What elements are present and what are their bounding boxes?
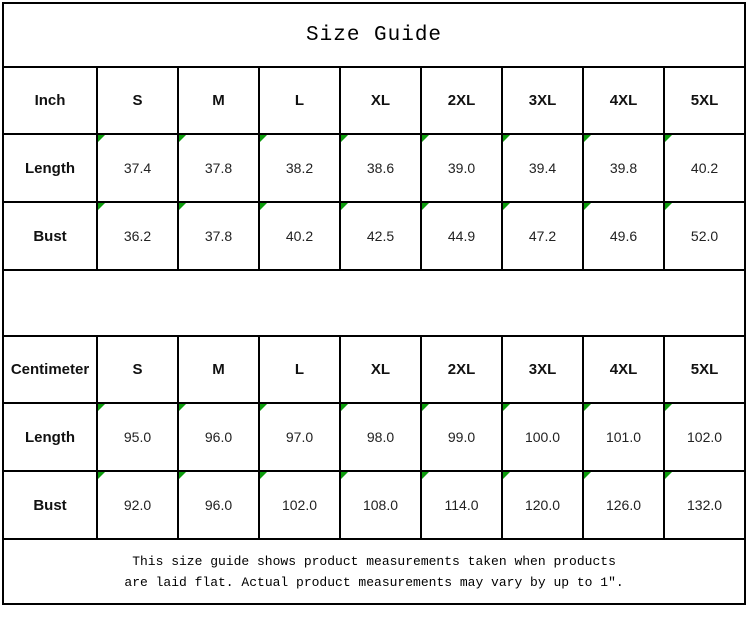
measure-value: 39.4 — [528, 160, 557, 176]
measure-value: 39.8 — [609, 160, 638, 176]
measure-value-cell — [664, 471, 745, 539]
size-col-header-l: L — [259, 336, 340, 403]
text-flag-triangle-icon — [341, 404, 348, 411]
cm-length-row — [3, 403, 745, 471]
measure-value-cell — [502, 202, 583, 270]
measure-value-cell — [340, 471, 421, 539]
title-row — [3, 3, 745, 67]
measure-value-cell — [664, 403, 745, 471]
size-col-header-s: S — [97, 67, 178, 134]
size-col-header-s: S — [97, 336, 178, 403]
text-flag-triangle-icon — [341, 472, 348, 479]
measure-value: 95.0 — [123, 429, 152, 445]
measure-value: 47.2 — [528, 228, 557, 244]
text-flag-triangle-icon — [503, 404, 510, 411]
size-col-header-xl: XL — [340, 336, 421, 403]
size-col-header-5xl: 5XL — [664, 67, 745, 134]
row-label-length: Length — [3, 403, 97, 471]
text-flag-triangle-icon — [179, 203, 186, 210]
measure-value: 42.5 — [366, 228, 395, 244]
measure-value-cell — [502, 134, 583, 202]
measure-value-cell — [583, 134, 664, 202]
footer-row — [3, 539, 745, 604]
measure-value-cell — [421, 134, 502, 202]
size-guide-table — [2, 2, 746, 605]
text-flag-triangle-icon — [98, 203, 105, 210]
measure-value-cell — [340, 403, 421, 471]
row-label-bust: Bust — [3, 471, 97, 539]
text-flag-triangle-icon — [422, 404, 429, 411]
text-flag-triangle-icon — [422, 472, 429, 479]
measure-value: 52.0 — [690, 228, 719, 244]
measure-value: 98.0 — [366, 429, 395, 445]
text-flag-triangle-icon — [98, 135, 105, 142]
measure-value-cell — [97, 471, 178, 539]
text-flag-triangle-icon — [665, 404, 672, 411]
measure-value-cell — [259, 134, 340, 202]
size-col-header-m: M — [178, 67, 259, 134]
measure-value-cell — [178, 202, 259, 270]
text-flag-triangle-icon — [179, 404, 186, 411]
measure-value: 132.0 — [687, 497, 723, 513]
size-col-header-2xl: 2XL — [421, 336, 502, 403]
text-flag-triangle-icon — [503, 203, 510, 210]
measure-value: 99.0 — [447, 429, 476, 445]
spacer-cell — [3, 270, 745, 336]
measure-value: 37.8 — [204, 228, 233, 244]
measure-value-cell — [583, 471, 664, 539]
text-flag-triangle-icon — [584, 135, 591, 142]
measure-value: 114.0 — [444, 497, 479, 513]
measure-value: 92.0 — [123, 497, 152, 513]
text-flag-triangle-icon — [584, 404, 591, 411]
size-col-header-2xl: 2XL — [421, 67, 502, 134]
measure-value-cell — [421, 471, 502, 539]
text-flag-triangle-icon — [422, 203, 429, 210]
text-flag-triangle-icon — [260, 135, 267, 142]
inch-length-row — [3, 134, 745, 202]
cm-bust-row — [3, 471, 745, 539]
text-flag-triangle-icon — [179, 472, 186, 479]
text-flag-triangle-icon — [341, 203, 348, 210]
spacer-row — [3, 270, 745, 336]
text-flag-triangle-icon — [584, 203, 591, 210]
unit-header-inch: Inch — [3, 67, 97, 134]
measure-value-cell — [178, 471, 259, 539]
measure-value-cell — [97, 202, 178, 270]
measure-value: 37.4 — [123, 160, 152, 176]
measure-value: 102.0 — [281, 497, 318, 513]
row-label-bust: Bust — [3, 202, 97, 270]
measure-value-cell — [259, 403, 340, 471]
measure-value: 37.8 — [204, 160, 233, 176]
measure-value: 36.2 — [123, 228, 152, 244]
text-flag-triangle-icon — [584, 472, 591, 479]
measure-value: 38.6 — [366, 160, 395, 176]
text-flag-triangle-icon — [179, 135, 186, 142]
measure-value-cell — [421, 202, 502, 270]
measure-value: 38.2 — [285, 160, 314, 176]
measure-value: 44.9 — [447, 228, 476, 244]
measure-value-cell — [259, 471, 340, 539]
measure-value-cell — [340, 134, 421, 202]
measure-value: 40.2 — [690, 160, 719, 176]
inch-bust-row — [3, 202, 745, 270]
text-flag-triangle-icon — [260, 203, 267, 210]
measure-value-cell — [97, 403, 178, 471]
measure-value-cell — [97, 134, 178, 202]
size-col-header-5xl: 5XL — [664, 336, 745, 403]
text-flag-triangle-icon — [665, 135, 672, 142]
size-col-header-3xl: 3XL — [502, 67, 583, 134]
cm-header-row — [3, 336, 745, 403]
measure-value: 49.6 — [609, 228, 638, 244]
page-title: Size Guide — [3, 3, 745, 67]
size-col-header-3xl: 3XL — [502, 336, 583, 403]
size-col-header-xl: XL — [340, 67, 421, 134]
unit-header-centimeter: Centimeter — [3, 336, 97, 403]
measure-value: 100.0 — [524, 429, 561, 445]
text-flag-triangle-icon — [503, 472, 510, 479]
measure-value: 40.2 — [285, 228, 314, 244]
measure-value-cell — [502, 471, 583, 539]
measure-value-cell — [664, 134, 745, 202]
measure-value-cell — [259, 202, 340, 270]
measure-value: 97.0 — [285, 429, 314, 445]
measure-value-cell — [664, 202, 745, 270]
text-flag-triangle-icon — [665, 472, 672, 479]
footer-note-line2: are laid flat. Actual product measurements may vary by up to 1″. — [124, 574, 624, 590]
measure-value-cell — [178, 134, 259, 202]
row-label-length: Length — [3, 134, 97, 202]
measure-value: 108.0 — [362, 497, 399, 513]
text-flag-triangle-icon — [98, 472, 105, 479]
text-flag-triangle-icon — [260, 404, 267, 411]
measure-value: 96.0 — [204, 497, 233, 513]
measure-value: 102.0 — [687, 429, 723, 445]
measure-value-cell — [502, 403, 583, 471]
size-col-header-4xl: 4XL — [583, 336, 664, 403]
text-flag-triangle-icon — [503, 135, 510, 142]
inch-header-row — [3, 67, 745, 134]
size-col-header-l: L — [259, 67, 340, 134]
size-col-header-m: M — [178, 336, 259, 403]
measure-value-cell — [421, 403, 502, 471]
text-flag-triangle-icon — [422, 135, 429, 142]
measure-value: 120.0 — [524, 497, 561, 513]
measure-value: 96.0 — [204, 429, 233, 445]
measure-value-cell — [178, 403, 259, 471]
text-flag-triangle-icon — [98, 404, 105, 411]
measure-value-cell — [583, 202, 664, 270]
text-flag-triangle-icon — [341, 135, 348, 142]
measure-value: 126.0 — [605, 497, 642, 513]
measure-value-cell — [340, 202, 421, 270]
measure-value: 39.0 — [447, 160, 476, 176]
measure-value-cell — [583, 403, 664, 471]
footer-note — [3, 539, 745, 604]
size-col-header-4xl: 4XL — [583, 67, 664, 134]
text-flag-triangle-icon — [260, 472, 267, 479]
measure-value: 101.0 — [605, 429, 642, 445]
text-flag-triangle-icon — [665, 203, 672, 210]
footer-note-line1: This size guide shows product measurements taken when products — [132, 553, 616, 569]
